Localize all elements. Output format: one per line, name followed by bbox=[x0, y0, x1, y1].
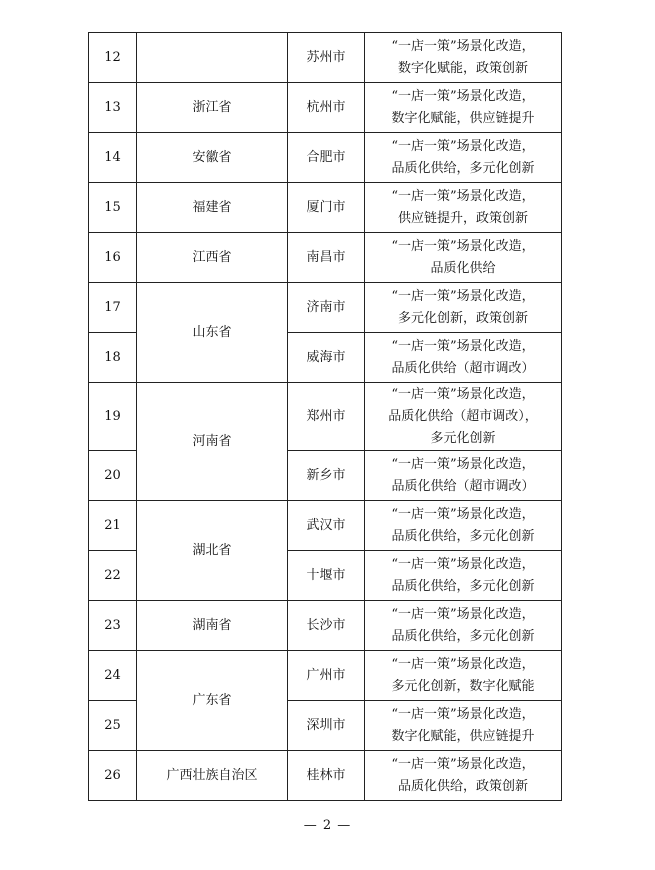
task-line: “一店一策”场景化改造， bbox=[391, 606, 535, 622]
table-row bbox=[89, 751, 562, 801]
table-row bbox=[89, 83, 562, 133]
city-cell: 武汉市 bbox=[288, 501, 365, 551]
table-row bbox=[89, 183, 562, 233]
city-cell: 长沙市 bbox=[288, 601, 365, 651]
city-cell: 苏州市 bbox=[288, 33, 365, 83]
task-cell bbox=[365, 183, 562, 233]
row-number: 17 bbox=[89, 283, 137, 333]
task-line: 品质化供给，政策创新 bbox=[397, 778, 528, 794]
city-cell: 威海市 bbox=[288, 333, 365, 383]
task-cell bbox=[365, 383, 562, 451]
row-number: 13 bbox=[89, 83, 137, 133]
province-cell: 福建省 bbox=[137, 183, 288, 233]
city-cell: 桂林市 bbox=[288, 751, 365, 801]
province-cell: 河南省 bbox=[137, 383, 288, 501]
province-cell bbox=[137, 33, 288, 83]
province-cell: 广东省 bbox=[137, 651, 288, 751]
task-line: 多元化创新 bbox=[430, 430, 496, 446]
task-cell bbox=[365, 651, 562, 701]
task-cell bbox=[365, 233, 562, 283]
city-cell: 济南市 bbox=[288, 283, 365, 333]
task-cell bbox=[365, 451, 562, 501]
row-number: 19 bbox=[89, 383, 137, 451]
city-cell: 新乡市 bbox=[288, 451, 365, 501]
task-line: “一店一策”场景化改造， bbox=[391, 506, 535, 522]
task-line: “一店一策”场景化改造， bbox=[391, 706, 535, 722]
city-cell: 广州市 bbox=[288, 651, 365, 701]
table-row bbox=[89, 651, 562, 701]
row-number: 26 bbox=[89, 751, 137, 801]
row-number: 20 bbox=[89, 451, 137, 501]
task-cell bbox=[365, 283, 562, 333]
row-number: 22 bbox=[89, 551, 137, 601]
province-cell: 江西省 bbox=[137, 233, 288, 283]
task-line: “一店一策”场景化改造， bbox=[391, 756, 535, 772]
task-cell bbox=[365, 751, 562, 801]
row-number: 24 bbox=[89, 651, 137, 701]
city-cell: 深圳市 bbox=[288, 701, 365, 751]
table-row bbox=[89, 233, 562, 283]
task-line: 数字化赋能，供应链提升 bbox=[391, 728, 535, 744]
city-cell: 十堰市 bbox=[288, 551, 365, 601]
province-cell: 浙江省 bbox=[137, 83, 288, 133]
task-line: “一店一策”场景化改造， bbox=[391, 38, 535, 54]
task-line: “一店一策”场景化改造， bbox=[391, 288, 535, 304]
table-row bbox=[89, 501, 562, 551]
city-cell: 郑州市 bbox=[288, 383, 365, 451]
table-row bbox=[89, 133, 562, 183]
city-cell: 杭州市 bbox=[288, 83, 365, 133]
province-cell: 安徽省 bbox=[137, 133, 288, 183]
pilot-city-table bbox=[88, 32, 562, 801]
task-line: 品质化供给（超市调改）， bbox=[388, 408, 538, 424]
row-number: 15 bbox=[89, 183, 137, 233]
table-row bbox=[89, 283, 562, 333]
province-cell: 湖南省 bbox=[137, 601, 288, 651]
page-number: — 2 — bbox=[303, 818, 352, 833]
task-line: “一店一策”场景化改造， bbox=[391, 656, 535, 672]
task-cell bbox=[365, 133, 562, 183]
task-cell bbox=[365, 33, 562, 83]
city-cell: 合肥市 bbox=[288, 133, 365, 183]
row-number: 23 bbox=[89, 601, 137, 651]
task-line: “一店一策”场景化改造， bbox=[391, 138, 535, 154]
city-cell: 厦门市 bbox=[288, 183, 365, 233]
task-line: 品质化供给（超市调改） bbox=[391, 360, 535, 376]
task-line: “一店一策”场景化改造， bbox=[391, 556, 535, 572]
task-line: 品质化供给 bbox=[430, 260, 496, 276]
task-line: 多元化创新，政策创新 bbox=[397, 310, 528, 326]
table-row bbox=[89, 383, 562, 451]
province-cell: 山东省 bbox=[137, 283, 288, 383]
task-cell bbox=[365, 83, 562, 133]
task-line: “一店一策”场景化改造， bbox=[391, 456, 535, 472]
row-number: 16 bbox=[89, 233, 137, 283]
table-row bbox=[89, 33, 562, 83]
task-line: 数字化赋能，供应链提升 bbox=[391, 110, 535, 126]
task-line: 品质化供给，多元化创新 bbox=[391, 160, 535, 176]
task-line: 品质化供给，多元化创新 bbox=[391, 628, 535, 644]
task-cell bbox=[365, 551, 562, 601]
row-number: 25 bbox=[89, 701, 137, 751]
row-number: 14 bbox=[89, 133, 137, 183]
task-line: 品质化供给，多元化创新 bbox=[391, 528, 535, 544]
task-cell bbox=[365, 333, 562, 383]
task-line: “一店一策”场景化改造， bbox=[391, 238, 535, 254]
task-cell bbox=[365, 701, 562, 751]
task-line: 品质化供给，多元化创新 bbox=[391, 578, 535, 594]
task-line: “一店一策”场景化改造， bbox=[391, 88, 535, 104]
task-line: 多元化创新，数字化赋能 bbox=[391, 678, 535, 694]
province-cell: 湖北省 bbox=[137, 501, 288, 601]
task-line: “一店一策”场景化改造， bbox=[391, 188, 535, 204]
table-row bbox=[89, 601, 562, 651]
task-line: 数字化赋能，政策创新 bbox=[397, 60, 528, 76]
row-number: 12 bbox=[89, 33, 137, 83]
task-line: 供应链提升，政策创新 bbox=[397, 210, 528, 226]
task-cell bbox=[365, 501, 562, 551]
task-line: “一店一策”场景化改造， bbox=[391, 386, 535, 402]
task-line: “一店一策”场景化改造， bbox=[391, 338, 535, 354]
city-cell: 南昌市 bbox=[288, 233, 365, 283]
row-number: 18 bbox=[89, 333, 137, 383]
task-cell bbox=[365, 601, 562, 651]
province-cell: 广西壮族自治区 bbox=[137, 751, 288, 801]
task-line: 品质化供给（超市调改） bbox=[391, 478, 535, 494]
row-number: 21 bbox=[89, 501, 137, 551]
